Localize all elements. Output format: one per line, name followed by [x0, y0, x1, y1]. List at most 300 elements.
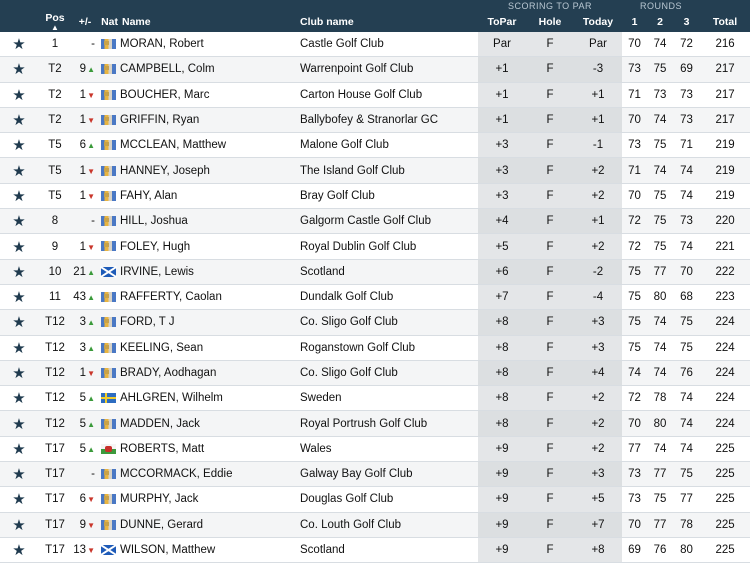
round-2-cell: 77	[647, 462, 673, 487]
round-2-cell: 75	[647, 183, 673, 208]
nationality-cell	[98, 133, 118, 158]
movement-value: 6	[79, 139, 87, 152]
nationality-cell	[98, 32, 118, 57]
hole-cell: F	[526, 411, 574, 436]
position-cell: T17	[38, 487, 72, 512]
round-1-cell: 73	[622, 462, 647, 487]
favorite-star-icon[interactable]: ★	[0, 183, 38, 208]
movement-cell	[72, 411, 98, 436]
player-name[interactable]: HANNEY, Joseph	[118, 158, 298, 183]
irl-flag-icon	[101, 64, 116, 74]
table-row[interactable]	[0, 133, 750, 158]
hole-cell: F	[526, 57, 574, 82]
player-name[interactable]: MCCORMACK, Eddie	[118, 462, 298, 487]
player-name[interactable]: MURPHY, Jack	[118, 487, 298, 512]
nationality-cell	[98, 537, 118, 562]
col-pos[interactable]	[38, 12, 72, 32]
move-down-icon: ▼	[87, 191, 95, 201]
movement-value: 5	[79, 392, 87, 405]
total-cell: 217	[700, 107, 750, 132]
round-2-cell: 74	[647, 107, 673, 132]
col-round-3[interactable]: 3	[673, 12, 700, 32]
club-name: Royal Portrush Golf Club	[298, 411, 478, 436]
favorite-star-icon[interactable]: ★	[0, 209, 38, 234]
favorite-star-icon[interactable]: ★	[0, 57, 38, 82]
player-name[interactable]: KEELING, Sean	[118, 335, 298, 360]
movement-cell	[72, 310, 98, 335]
favorite-star-icon[interactable]: ★	[0, 158, 38, 183]
round-3-cell: 68	[673, 284, 700, 309]
position-cell: T12	[38, 310, 72, 335]
wal-flag-icon	[101, 444, 116, 454]
round-1-cell: 73	[622, 57, 647, 82]
table-row[interactable]	[0, 284, 750, 309]
movement-value: 1	[79, 114, 87, 127]
favorite-star-icon[interactable]: ★	[0, 360, 38, 385]
movement-value: -	[91, 215, 95, 228]
move-up-icon: ▲	[87, 343, 95, 353]
club-name: Malone Golf Club	[298, 133, 478, 158]
nationality-cell	[98, 386, 118, 411]
club-name: Bray Golf Club	[298, 183, 478, 208]
movement-value: 1	[79, 164, 87, 177]
club-name: Scotland	[298, 259, 478, 284]
irl-flag-icon	[101, 343, 116, 353]
round-2-cell: 73	[647, 82, 673, 107]
movement-value: 13	[73, 544, 87, 557]
today-cell: +3	[574, 335, 622, 360]
hole-cell: F	[526, 107, 574, 132]
hole-cell: F	[526, 512, 574, 537]
player-name[interactable]: ROBERTS, Matt	[118, 436, 298, 461]
round-1-cell: 72	[622, 386, 647, 411]
topar-cell: +8	[478, 360, 526, 385]
move-down-icon: ▼	[87, 116, 95, 126]
round-2-cell: 75	[647, 133, 673, 158]
topar-cell: +7	[478, 284, 526, 309]
movement-cell	[72, 234, 98, 259]
position-cell: T17	[38, 436, 72, 461]
scoring-to-par-group-label: SCORING TO PAR	[478, 0, 622, 12]
round-2-cell: 75	[647, 234, 673, 259]
today-cell: +3	[574, 462, 622, 487]
movement-cell	[72, 537, 98, 562]
table-row[interactable]	[0, 436, 750, 461]
hole-cell: F	[526, 335, 574, 360]
movement-cell	[72, 32, 98, 57]
round-3-cell: 80	[673, 537, 700, 562]
table-row[interactable]	[0, 335, 750, 360]
player-name[interactable]: HILL, Joshua	[118, 209, 298, 234]
player-name[interactable]: FOLEY, Hugh	[118, 234, 298, 259]
player-name[interactable]: WILSON, Matthew	[118, 537, 298, 562]
movement-cell	[72, 183, 98, 208]
round-3-cell: 74	[673, 158, 700, 183]
movement-cell	[72, 487, 98, 512]
position-cell: T12	[38, 360, 72, 385]
hole-cell: F	[526, 284, 574, 309]
irl-flag-icon	[101, 115, 116, 125]
table-row[interactable]	[0, 462, 750, 487]
club-name: Sweden	[298, 386, 478, 411]
today-cell: +2	[574, 411, 622, 436]
player-name[interactable]: DUNNE, Gerard	[118, 512, 298, 537]
position-cell: T12	[38, 386, 72, 411]
nationality-cell	[98, 82, 118, 107]
total-cell: 224	[700, 386, 750, 411]
irl-flag-icon	[101, 317, 116, 327]
round-1-cell: 75	[622, 310, 647, 335]
move-up-icon: ▲	[87, 141, 95, 151]
topar-cell: +1	[478, 82, 526, 107]
table-row[interactable]	[0, 487, 750, 512]
club-name: Galgorm Castle Golf Club	[298, 209, 478, 234]
favorite-star-icon[interactable]: ★	[0, 234, 38, 259]
favorite-star-icon[interactable]: ★	[0, 133, 38, 158]
position-cell: T12	[38, 335, 72, 360]
table-row[interactable]	[0, 209, 750, 234]
col-nat[interactable]: Nat	[98, 12, 118, 32]
today-cell: +2	[574, 234, 622, 259]
sco-flag-icon	[101, 267, 116, 277]
nationality-cell	[98, 411, 118, 436]
table-row[interactable]	[0, 57, 750, 82]
col-hole[interactable]: Hole	[526, 12, 574, 32]
topar-cell: +8	[478, 386, 526, 411]
player-name[interactable]: MORAN, Robert	[118, 32, 298, 57]
nationality-cell	[98, 436, 118, 461]
round-1-cell: 75	[622, 259, 647, 284]
movement-cell	[72, 284, 98, 309]
table-row[interactable]	[0, 310, 750, 335]
table-row[interactable]	[0, 158, 750, 183]
irl-flag-icon	[101, 241, 116, 251]
favorite-star-icon[interactable]: ★	[0, 335, 38, 360]
move-down-icon: ▼	[87, 242, 95, 252]
position-cell: T2	[38, 107, 72, 132]
club-name: The Island Golf Club	[298, 158, 478, 183]
round-1-cell: 70	[622, 32, 647, 57]
player-name[interactable]: FAHY, Alan	[118, 183, 298, 208]
round-3-cell: 73	[673, 209, 700, 234]
round-2-cell: 80	[647, 284, 673, 309]
header-group-row	[0, 0, 750, 12]
favorite-star-icon[interactable]: ★	[0, 411, 38, 436]
hole-cell: F	[526, 462, 574, 487]
movement-cell	[72, 386, 98, 411]
table-row[interactable]	[0, 107, 750, 132]
movement-value: 43	[73, 291, 87, 304]
today-cell: +8	[574, 537, 622, 562]
hole-cell: F	[526, 209, 574, 234]
movement-value: 21	[73, 265, 87, 278]
club-name: Galway Bay Golf Club	[298, 462, 478, 487]
position-cell: 8	[38, 209, 72, 234]
total-cell: 222	[700, 259, 750, 284]
movement-cell	[72, 360, 98, 385]
position-cell: T5	[38, 133, 72, 158]
round-2-cell: 75	[647, 209, 673, 234]
movement-cell	[72, 133, 98, 158]
player-name[interactable]: FORD, T J	[118, 310, 298, 335]
favorite-star-icon[interactable]: ★	[0, 436, 38, 461]
table-row[interactable]	[0, 537, 750, 562]
topar-cell: +9	[478, 436, 526, 461]
player-name[interactable]: AHLGREN, Wilhelm	[118, 386, 298, 411]
total-cell: 221	[700, 234, 750, 259]
total-cell: 219	[700, 133, 750, 158]
position-cell: T2	[38, 57, 72, 82]
movement-value: 5	[79, 442, 87, 455]
today-cell: -1	[574, 133, 622, 158]
player-name[interactable]: BOUCHER, Marc	[118, 82, 298, 107]
favorite-star-icon[interactable]: ★	[0, 284, 38, 309]
move-up-icon: ▲	[87, 318, 95, 328]
today-cell: -2	[574, 259, 622, 284]
player-name[interactable]: MADDEN, Jack	[118, 411, 298, 436]
today-cell: +2	[574, 386, 622, 411]
position-cell: T5	[38, 183, 72, 208]
irl-flag-icon	[101, 166, 116, 176]
topar-cell: +3	[478, 133, 526, 158]
movement-value: 9	[79, 518, 87, 531]
movement-value: 9	[79, 63, 87, 76]
movement-cell	[72, 335, 98, 360]
total-cell: 225	[700, 436, 750, 461]
position-cell: T2	[38, 82, 72, 107]
total-cell: 225	[700, 537, 750, 562]
table-row[interactable]	[0, 386, 750, 411]
move-down-icon: ▼	[87, 369, 95, 378]
favorite-star-icon[interactable]: ★	[0, 82, 38, 107]
move-down-icon: ▼	[87, 495, 95, 505]
movement-value: 1	[79, 88, 87, 101]
round-3-cell: 75	[673, 462, 700, 487]
player-name[interactable]: CAMPBELL, Colm	[118, 57, 298, 82]
favorite-star-icon[interactable]: ★	[0, 310, 38, 335]
round-3-cell: 74	[673, 183, 700, 208]
club-name: Wales	[298, 436, 478, 461]
round-3-cell: 71	[673, 133, 700, 158]
nationality-cell	[98, 335, 118, 360]
hole-cell: F	[526, 436, 574, 461]
irl-flag-icon	[101, 39, 116, 49]
round-2-cell: 74	[647, 310, 673, 335]
topar-cell: Par	[478, 32, 526, 57]
hole-cell: F	[526, 386, 574, 411]
round-2-cell: 74	[647, 335, 673, 360]
position-cell: T5	[38, 158, 72, 183]
club-name: Douglas Golf Club	[298, 487, 478, 512]
total-cell: 219	[700, 158, 750, 183]
irl-flag-icon	[101, 469, 116, 479]
movement-value: 1	[79, 189, 87, 202]
col-today[interactable]: Today	[574, 12, 622, 32]
round-3-cell: 73	[673, 82, 700, 107]
topar-cell: +3	[478, 158, 526, 183]
topar-cell: +9	[478, 512, 526, 537]
movement-cell	[72, 512, 98, 537]
irl-flag-icon	[101, 368, 116, 378]
favorite-star-icon[interactable]: ★	[0, 487, 38, 512]
nationality-cell	[98, 512, 118, 537]
favorite-star-icon[interactable]: ★	[0, 107, 38, 132]
today-cell: Par	[574, 32, 622, 57]
total-cell: 224	[700, 360, 750, 385]
favorite-star-icon[interactable]: ★	[0, 462, 38, 487]
table-header	[0, 0, 750, 32]
round-1-cell: 71	[622, 82, 647, 107]
nationality-cell	[98, 360, 118, 385]
round-1-cell: 70	[622, 512, 647, 537]
irl-flag-icon	[101, 216, 116, 226]
topar-cell: +9	[478, 462, 526, 487]
col-club[interactable]: Club name	[298, 12, 478, 32]
nationality-cell	[98, 158, 118, 183]
topar-cell: +6	[478, 259, 526, 284]
round-2-cell: 75	[647, 57, 673, 82]
position-cell: T17	[38, 462, 72, 487]
today-cell: +7	[574, 512, 622, 537]
irl-flag-icon	[101, 191, 116, 201]
col-move[interactable]: +/-	[72, 12, 98, 32]
nationality-cell	[98, 487, 118, 512]
round-2-cell: 76	[647, 537, 673, 562]
club-name: Co. Sligo Golf Club	[298, 310, 478, 335]
favorite-star-icon[interactable]: ★	[0, 512, 38, 537]
player-name[interactable]: IRVINE, Lewis	[118, 259, 298, 284]
total-cell: 220	[700, 209, 750, 234]
header-row	[0, 12, 750, 32]
club-name: Roganstown Golf Club	[298, 335, 478, 360]
today-cell: -4	[574, 284, 622, 309]
table-row[interactable]	[0, 411, 750, 436]
player-name[interactable]: MCCLEAN, Matthew	[118, 133, 298, 158]
nationality-cell	[98, 462, 118, 487]
round-1-cell: 70	[622, 183, 647, 208]
round-2-cell: 74	[647, 32, 673, 57]
topar-cell: +3	[478, 183, 526, 208]
club-name: Royal Dublin Golf Club	[298, 234, 478, 259]
club-name: Co. Louth Golf Club	[298, 512, 478, 537]
table-row[interactable]	[0, 183, 750, 208]
round-2-cell: 77	[647, 259, 673, 284]
irl-flag-icon	[101, 520, 116, 530]
favorite-star-icon[interactable]: ★	[0, 537, 38, 562]
topar-cell: +9	[478, 487, 526, 512]
table-row[interactable]	[0, 259, 750, 284]
movement-cell	[72, 209, 98, 234]
col-round-2[interactable]: 2	[647, 12, 673, 32]
club-name: Ballybofey & Stranorlar GC	[298, 107, 478, 132]
col-total[interactable]: Total	[700, 12, 750, 32]
round-2-cell: 75	[647, 487, 673, 512]
move-up-icon: ▲	[87, 394, 95, 404]
position-cell: T17	[38, 537, 72, 562]
club-name: Scotland	[298, 537, 478, 562]
move-down-icon: ▼	[87, 520, 95, 530]
movement-value: 3	[79, 316, 87, 329]
round-1-cell: 74	[622, 360, 647, 385]
total-cell: 216	[700, 32, 750, 57]
irl-flag-icon	[101, 419, 116, 429]
move-up-icon: ▲	[87, 65, 95, 75]
col-round-1[interactable]: 1	[622, 12, 647, 32]
club-name: Castle Golf Club	[298, 32, 478, 57]
hole-cell: F	[526, 310, 574, 335]
total-cell: 225	[700, 512, 750, 537]
movement-cell	[72, 462, 98, 487]
hole-cell: F	[526, 158, 574, 183]
leaderboard-body	[0, 32, 750, 563]
today-cell: +1	[574, 107, 622, 132]
total-cell: 224	[700, 335, 750, 360]
today-cell: +1	[574, 209, 622, 234]
player-name[interactable]: RAFFERTY, Caolan	[118, 284, 298, 309]
round-3-cell: 74	[673, 234, 700, 259]
movement-cell	[72, 259, 98, 284]
round-1-cell: 70	[622, 107, 647, 132]
topar-cell: +4	[478, 209, 526, 234]
round-2-cell: 74	[647, 158, 673, 183]
position-cell: 9	[38, 234, 72, 259]
table-row[interactable]	[0, 82, 750, 107]
col-name[interactable]: Name	[118, 12, 298, 32]
total-cell: 219	[700, 183, 750, 208]
round-1-cell: 75	[622, 335, 647, 360]
player-name[interactable]: BRADY, Aodhagan	[118, 360, 298, 385]
table-row[interactable]	[0, 512, 750, 537]
table-row[interactable]	[0, 360, 750, 385]
movement-cell	[72, 57, 98, 82]
irl-flag-icon	[101, 90, 116, 100]
favorite-star-icon[interactable]: ★	[0, 32, 38, 57]
round-3-cell: 72	[673, 32, 700, 57]
movement-value: 1	[79, 240, 87, 253]
today-cell: +2	[574, 183, 622, 208]
sco-flag-icon	[101, 545, 116, 555]
round-1-cell: 70	[622, 411, 647, 436]
movement-value: 5	[79, 417, 87, 430]
round-3-cell: 74	[673, 411, 700, 436]
round-1-cell: 72	[622, 234, 647, 259]
round-2-cell: 74	[647, 436, 673, 461]
hole-cell: F	[526, 133, 574, 158]
today-cell: +4	[574, 360, 622, 385]
total-cell: 225	[700, 462, 750, 487]
round-1-cell: 75	[622, 284, 647, 309]
table-row[interactable]	[0, 32, 750, 57]
player-name[interactable]: GRIFFIN, Ryan	[118, 107, 298, 132]
irl-flag-icon	[101, 494, 116, 504]
favorite-star-icon[interactable]: ★	[0, 386, 38, 411]
round-3-cell: 75	[673, 310, 700, 335]
hole-cell: F	[526, 537, 574, 562]
club-name: Warrenpoint Golf Club	[298, 57, 478, 82]
col-topar[interactable]: ToPar	[478, 12, 526, 32]
favorite-star-icon[interactable]: ★	[0, 259, 38, 284]
sort-arrow-icon: ▲	[51, 23, 59, 32]
movement-value: 6	[79, 493, 87, 506]
club-name: Carton House Golf Club	[298, 82, 478, 107]
round-1-cell: 69	[622, 537, 647, 562]
round-2-cell: 80	[647, 411, 673, 436]
topar-cell: +8	[478, 335, 526, 360]
today-cell: +2	[574, 436, 622, 461]
table-row[interactable]	[0, 234, 750, 259]
move-up-icon: ▲	[87, 293, 95, 303]
total-cell: 223	[700, 284, 750, 309]
